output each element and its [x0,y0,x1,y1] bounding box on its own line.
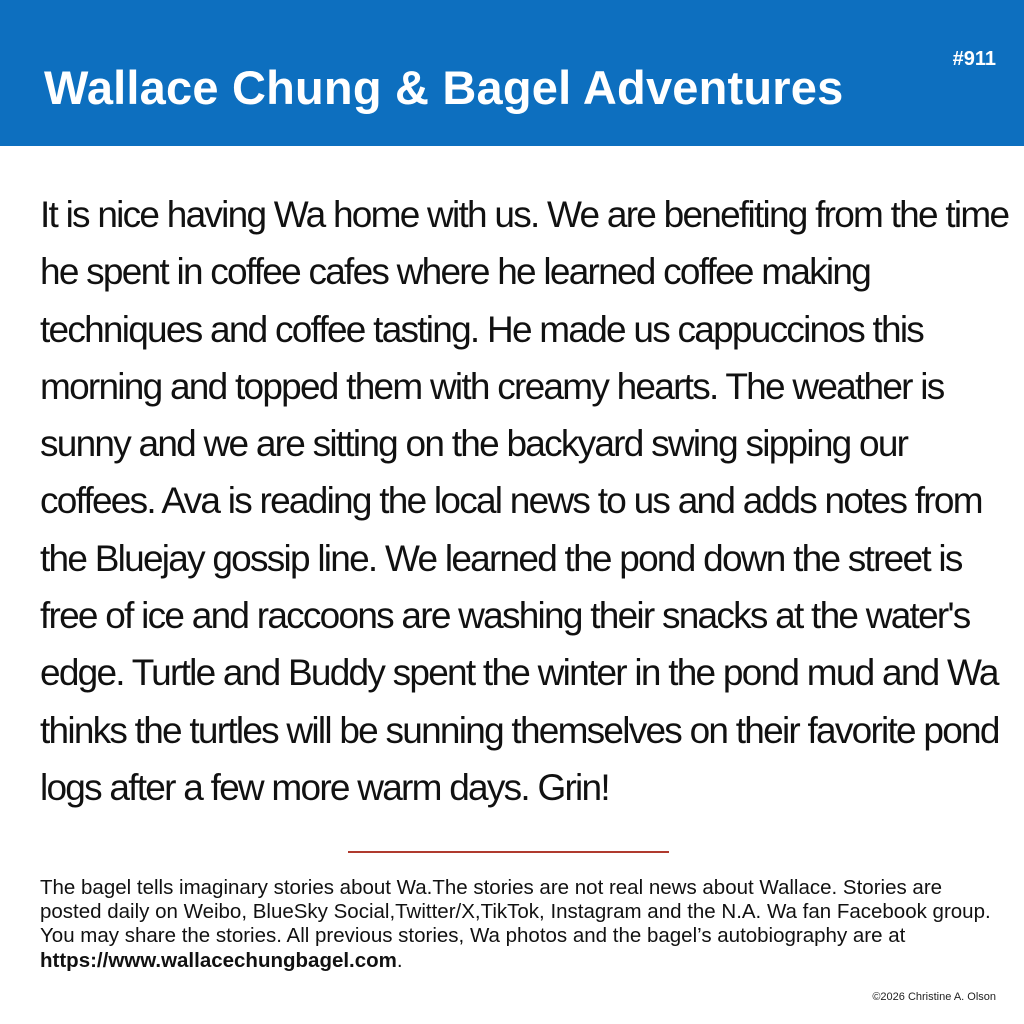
footer-note [40,876,1000,973]
copyright-notice: ©2026 Christine A. Olson [872,991,996,1003]
header-banner [0,0,1024,146]
page-title: Wallace Chung & Bagel Adventures [44,61,844,114]
website-link[interactable]: https://www.wallacechungbagel.com [40,948,397,972]
footer-end-punctuation: . [396,948,403,972]
footer-text: The bagel tells imaginary stories about Wa.The stories are not real news about Wallace. Stories are posted daily on Weibo, BlueSky Social,Twitter/X,TikTok, Instagram and the N.A. Wa fan Facebook group. You may share the stories. All previous stories, Wa photos and the bagel’s autobiography are at [40,876,991,948]
divider-line [348,851,669,853]
story-text: It is nice having Wa home with us. We are benefiting from the time he spent in coffee cafes where he learned coffee making techniques and coffee tasting. He made us cappuccinos this morning and topped them with creamy hearts. The weather is sunny and we are sitting on the backyard swing sipping our coffees. Ava is reading the local news to us and adds notes from the Bluejay gossip line. We learned the pond down the street is free of ice and raccoons are washing their snacks at the water's edge. Turtle and Buddy spent the winter in the pond mud and Wa thinks the turtles will be sunning themselves on their favorite pond logs after a few more warm days. Grin! [40,194,1009,808]
issue-number: #911 [952,48,996,70]
